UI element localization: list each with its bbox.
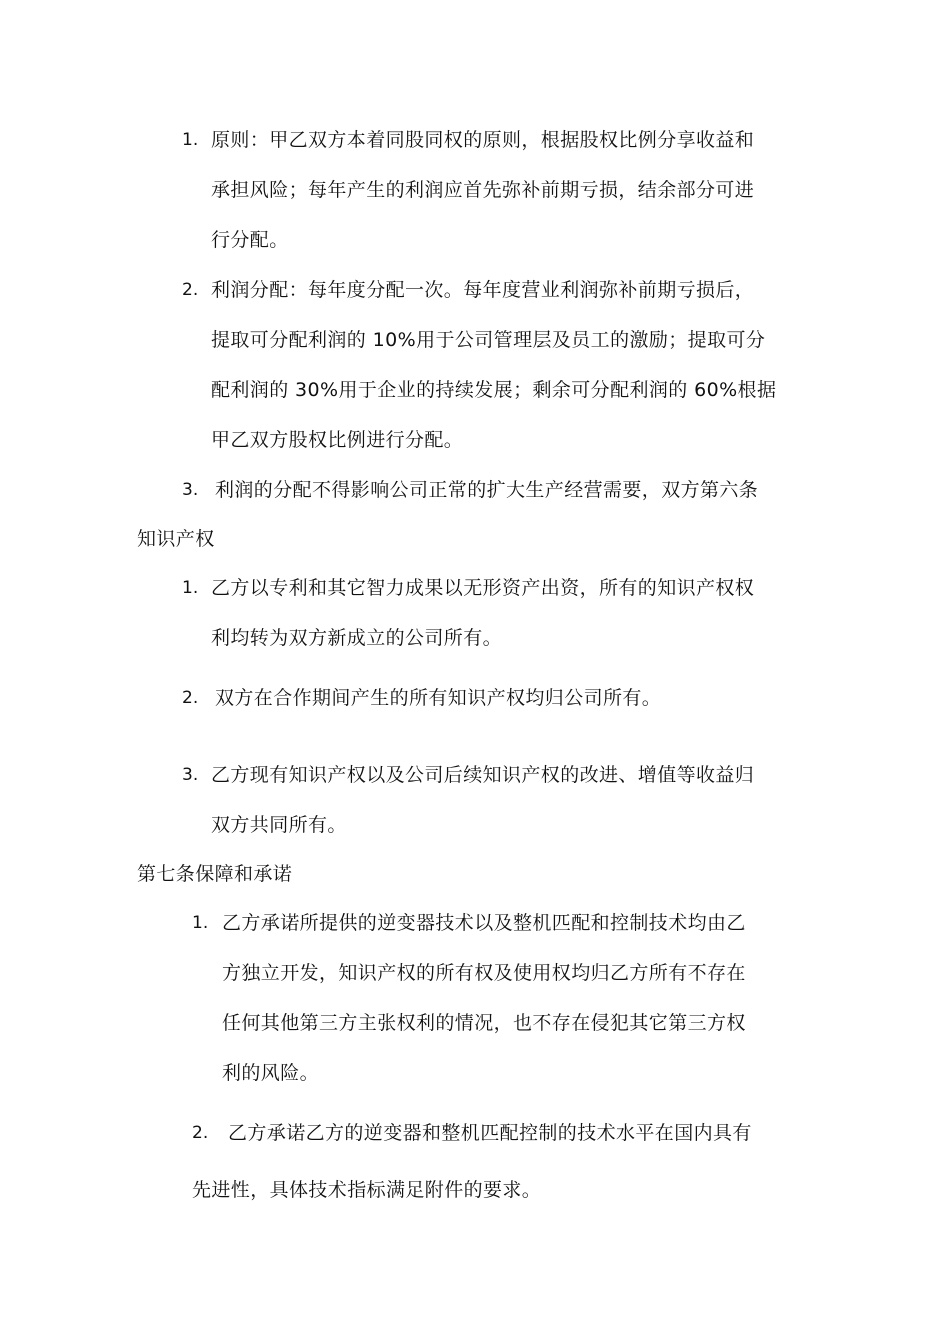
section-title: 知识产权	[137, 528, 215, 550]
paragraph-line: 利润分配：每年度分配一次。每年度营业利润弥补前期亏损后，	[211, 279, 755, 301]
list-number: 1.	[182, 578, 199, 598]
paragraph-line: 利均转为双方新成立的公司所有。	[211, 627, 503, 649]
section-title: 第七条保障和承诺	[137, 863, 293, 885]
list-number: 2.	[182, 280, 199, 300]
list-number: 1.	[192, 913, 209, 933]
paragraph-line: 利的风险。	[222, 1062, 320, 1084]
paragraph-line: 乙方承诺所提供的逆变器技术以及整机匹配和控制技术均由乙	[222, 912, 746, 934]
paragraph-line: 任何其他第三方主张权利的情况，也不存在侵犯其它第三方权	[222, 1012, 746, 1034]
paragraph-line: 乙方以专利和其它智力成果以无形资产出资，所有的知识产权权	[211, 577, 755, 599]
paragraph-line: 利润的分配不得影响公司正常的扩大生产经营需要，双方第六条	[215, 479, 759, 501]
paragraph-line: 先进性，具体技术指标满足附件的要求。	[192, 1179, 542, 1201]
list-number: 2.	[182, 688, 199, 708]
paragraph-line: 双方在合作期间产生的所有知识产权均归公司所有。	[215, 687, 662, 709]
list-number: 3.	[182, 480, 199, 500]
paragraph-line: 乙方现有知识产权以及公司后续知识产权的改进、增值等收益归	[211, 764, 755, 786]
paragraph-line: 配利润的 30%用于企业的持续发展；剩余可分配利润的 60%根据	[211, 379, 777, 401]
paragraph-line: 原则：甲乙双方本着同股同权的原则，根据股权比例分享收益和	[211, 129, 755, 151]
list-number: 2.	[192, 1123, 209, 1143]
paragraph-line: 承担风险；每年产生的利润应首先弥补前期亏损，结余部分可进	[211, 179, 755, 201]
paragraph-line: 甲乙双方股权比例进行分配。	[211, 429, 464, 451]
paragraph-line: 行分配。	[211, 229, 289, 251]
paragraph-line: 方独立开发，知识产权的所有权及使用权均归乙方所有不存在	[222, 962, 746, 984]
list-number: 1.	[182, 130, 199, 150]
paragraph-line: 双方共同所有。	[211, 814, 347, 836]
list-number: 3.	[182, 765, 199, 785]
paragraph-line: 提取可分配利润的 10%用于公司管理层及员工的激励；提取可分	[211, 329, 766, 351]
paragraph-line: 乙方承诺乙方的逆变器和整机匹配控制的技术水平在国内具有	[228, 1122, 752, 1144]
